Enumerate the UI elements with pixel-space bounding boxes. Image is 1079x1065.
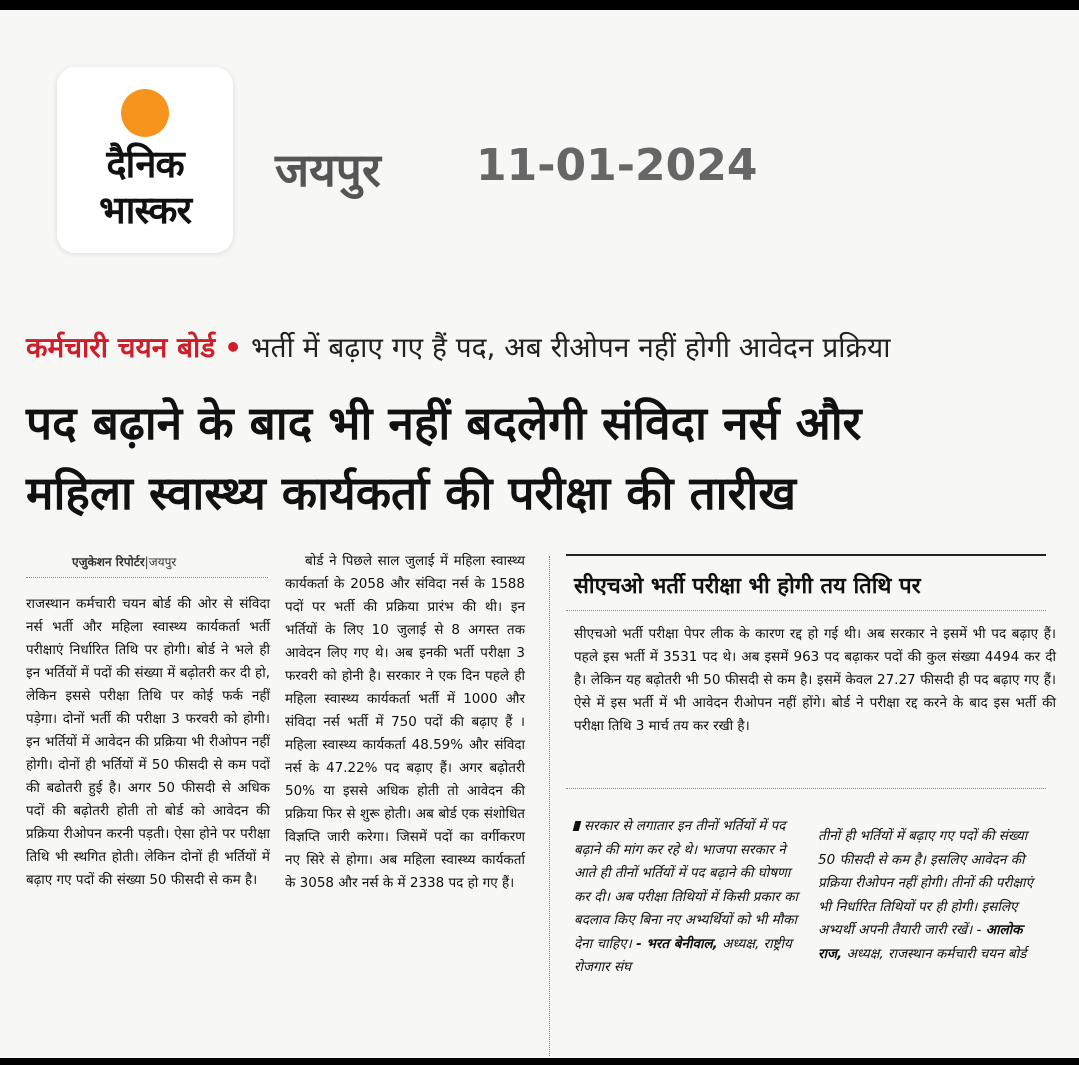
divider (566, 554, 1046, 556)
headline-line-1: पद बढ़ाने के बाद भी नहीं बदलेगी संविदा नर्स और (26, 396, 862, 450)
sun-icon (121, 89, 169, 137)
kicker-separator: • (224, 331, 243, 364)
newspaper-clipping (0, 10, 1079, 1058)
article-column-2: बोर्ड ने पिछले साल जुलाई में महिला स्वास्थ्य कार्यकर्ता के 2058 और संविदा नर्स के 1588 पदों पर भर्ती की प्रक्रिया प्रारंभ की थी। इन भर्तियों के लिए 10 जुलाई से 8 अगस्त तक आवेदन लिए गए थे। अब इनकी भर्ती परीक्षा 3 फरवरी को होनी है। सरकार ने एक दिन पहले ही महिला स्वास्थ्य कार्यकर्ता भर्ती में 1000 और संविदा नर्स भर्ती में 750 पदों की बढ़ाए हैं । महिला स्वास्थ्य कार्यकर्ता 48.59% और संविदा नर्स के 47.22% पद बढ़ाए हैं। अगर बढ़ोतरी 50% या इससे अधिक होती तो आवेदन की प्रक्रिया फिर से शुरू होती। अब बोर्ड एक संशोधित विज्ञप्ति जारी करेगा। जिसमें पदों का वर्गीकरण नए सिरे से होगा। अब महिला स्वास्थ्य कार्यकर्ता के 3058 और नर्स के में 2338 पद हो गए हैं। (285, 553, 525, 891)
divider (566, 788, 1046, 789)
quote-block-2 (818, 825, 1043, 966)
headline (26, 388, 1066, 528)
sidebar-body: सीएचओ भर्ती परीक्षा पेपर लीक के कारण रद्द हो गई थी। अब सरकार ने इसमें भी पद बढ़ाए हैं। पहले इस भर्ती में 3531 पद थे। अब इसमें 963 पद बढ़ाकर पदों की कुल संख्या 4494 कर दी है। लेकिन यह बढ़ोतरी भी 50 फीसदी से कम है। इसमें केवल 27.27 फीसदी ही पद बढ़ाए गए हैं। ऐसे में इस भर्ती में भी आवेदन रीओपन नहीं होंगे। बोर्ड ने परीक्षा रद्द करने के बाद इस भर्ती की परीक्षा तिथि 3 मार्च तय कर रखी है। (574, 626, 1056, 734)
dainik-bhaskar-logo (57, 67, 233, 253)
byline-city: जयपुर (148, 555, 177, 569)
quote-2-name: आलोक राज, (818, 922, 1023, 962)
quote-1-name: - भरत बेनीवाल, (636, 935, 718, 952)
quote-1-text: सरकार से लगातार इन तीनों भर्तियों में पद बढ़ाने की मांग कर रहे थे। भाजपा सरकार ने आते ही तीनों भर्तियों में पद बढ़ाने की घोषणा कर दी। अब परीक्षा तिथियों में किसी प्रकार का बदलाव किए बिना नए अभ्यर्थियों को भी मौका देना चाहिए। (574, 818, 799, 952)
quote-block-1 (574, 815, 806, 980)
divider (26, 577, 268, 578)
headline-line-2: महिला स्वास्थ्य कार्यकर्ता की परीक्षा की तारीख (26, 466, 796, 520)
kicker-label: कर्मचारी चयन बोर्ड (26, 331, 216, 364)
edition-city: जयपुर (275, 143, 381, 197)
quote-2-role: अध्यक्ष, राजस्थान कर्मचारी चयन बोर्ड (846, 945, 1027, 962)
kicker-text: भर्ती में बढ़ाए गए हैं पद, अब रीओपन नहीं होगी आवेदन प्रक्रिया (250, 331, 891, 364)
quote-2-text: तीनों ही भर्तियों में बढ़ाए गए पदों की संख्या 50 फीसदी से कम है। इसलिए आवेदन की प्रक्रिया रीओपन नहीं होगी। तीनों की परीक्षाएं भी निर्धारित तिथियों पर ही होगी। इसलिए अभ्यर्थी अपनी तैयारी जारी रखें। - (818, 828, 1034, 938)
article-column-1: राजस्थान कर्मचारी चयन बोर्ड की ओर से संविदा नर्स भर्ती और महिला स्वास्थ्य कार्यकर्ता भर्ती परीक्षाएं निर्धारित तिथि पर होगी। बोर्ड ने भले ही इन भर्तियों में पदों की संख्या में बढ़ोतरी कर दी हो, लेकिन इससे परीक्षा तिथि पर कोई फर्क नहीं पड़ेगा। दोनों भर्ती की परीक्षा 3 फरवरी को होगी। इन भर्तियों में आवेदन की प्रक्रिया भी रीओपन नहीं होगी। दोनों ही भर्तियों में 50 फीसदी से कम पदों की बढोतरी हुई है। अगर 50 फीसदी से अधिक पदों की बढ़ोतरी होती तो बोर्ड को आवेदन की प्रक्रिया रीओपन करनी पड़ती। ऐसा होने पर परीक्षा तिथि भी स्थगित होती। लेकिन दोनों ही भर्तियों में बढ़ाए गए पदों की संख्या 50 फीसदी से कम है। (26, 596, 270, 888)
byline: एजुकेशन रिपोर्टर|जयपुर (72, 555, 177, 569)
quote-1-role: अध्यक्ष, राष्ट्रीय रोजगार संघ (574, 935, 792, 975)
byline-reporter: एजुकेशन रिपोर्टर (72, 555, 145, 569)
quote-marker-icon (573, 821, 582, 831)
divider (566, 610, 1046, 611)
kicker-line (26, 328, 1056, 366)
logo-word-2: भास्कर (98, 188, 192, 232)
logo-word-1: दैनिक (106, 142, 184, 186)
sidebar-subhead: सीएचओ भर्ती परीक्षा भी होगी तय तिथि पर (574, 574, 921, 599)
column-divider (549, 556, 550, 1056)
edition-date: 11-01-2024 (476, 140, 758, 191)
